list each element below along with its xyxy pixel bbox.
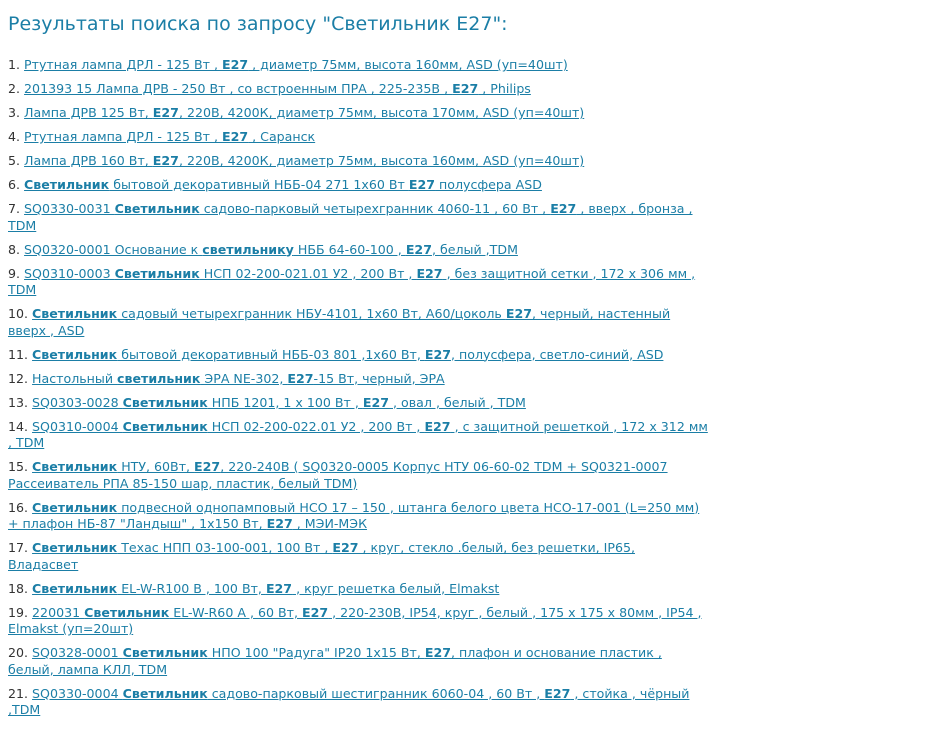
result-number: 9.: [8, 265, 21, 281]
result-link-highlight: E27: [194, 459, 221, 474]
result-link[interactable]: [8, 419, 708, 451]
result-link-highlight: светильник: [117, 370, 201, 386]
result-link-highlight: E27: [222, 57, 249, 72]
result-number: 13.: [8, 394, 29, 410]
result-link[interactable]: [8, 500, 699, 532]
result-link-text: SQ0310-0004: [32, 418, 123, 434]
result-number: 11.: [8, 346, 29, 362]
result-link[interactable]: [8, 201, 693, 233]
result-item: [8, 371, 708, 388]
result-link-highlight: E27: [266, 516, 293, 531]
result-number: 3.: [8, 105, 21, 120]
result-link[interactable]: [8, 459, 668, 491]
result-link-text: , белый ,TDM: [431, 241, 518, 257]
result-link-text: , без защитной сетки , 172 х 306 мм , TDM: [8, 265, 696, 297]
result-number: 4.: [8, 129, 21, 144]
result-link-highlight: Светильник: [24, 177, 110, 192]
result-link-text: Техас НПП 03-100-001, 100 Вт ,: [117, 540, 333, 555]
result-link-text: подвесной однопамповый НСО 17 – 150 , штанга белого цвета НСО-17-001 (L=250 мм) + плафон НБ-87 "Ландыш" , 1х150 Вт,: [8, 499, 700, 531]
result-link-highlight: E27: [405, 241, 432, 257]
result-link-text: Лампа ДРВ 160 Вт,: [24, 153, 153, 168]
result-link[interactable]: [24, 81, 531, 96]
result-link-text: -15 Вт, черный, ЭРА: [313, 370, 445, 386]
result-item: [8, 419, 708, 452]
result-link-text: , 220-230В, IP54, круг , белый , 175 х 175 х 80мм , IP54 , Elmakst (уп=20шт): [8, 604, 702, 636]
result-link-highlight: E27: [287, 370, 314, 386]
result-link-highlight: Светильник: [32, 499, 118, 515]
result-number: 12.: [8, 370, 29, 386]
page-title: Результаты поиска по запросу "Светильник E27":: [8, 13, 508, 35]
result-link[interactable]: [32, 395, 526, 410]
result-link-text: , МЭИ-МЭК: [292, 516, 368, 531]
result-link-highlight: E27: [424, 346, 452, 362]
result-link-highlight: E27: [452, 81, 479, 96]
result-link-text: садовый четырехгранник НБУ-4101, 1х60 Вт, А60/цоколь: [117, 306, 506, 321]
result-number: 7.: [8, 201, 21, 216]
result-link[interactable]: [32, 347, 663, 362]
result-item: [8, 153, 708, 170]
result-link-text: Ртутная лампа ДРЛ - 125 Вт ,: [24, 57, 222, 72]
result-link-text: ЭРА NE-302,: [200, 370, 288, 386]
result-number: 5.: [8, 153, 21, 168]
result-number: 17.: [8, 540, 29, 555]
result-link-text: 220031: [32, 604, 85, 620]
result-item: [8, 306, 708, 339]
result-number: 19.: [8, 604, 29, 620]
result-link-text: , круг, стекло .белый, без решетки, IP65, Владасвет: [8, 540, 635, 572]
result-link-highlight: E27: [505, 306, 533, 321]
result-link-text: Настольный: [32, 370, 118, 386]
result-link-text: , черный, настенный вверх , ASD: [8, 306, 671, 338]
result-number: 15.: [8, 459, 29, 474]
result-link-highlight: Светильник: [122, 685, 208, 701]
result-link[interactable]: [8, 540, 635, 572]
result-link-text: , вверх , бронза , TDM: [8, 201, 693, 233]
result-item: [8, 105, 708, 122]
result-link-text: , стойка , чёрный ,TDM: [8, 685, 690, 717]
result-link-text: полусфера ASD: [435, 177, 542, 192]
result-link-highlight: Светильник: [122, 418, 208, 434]
result-item: [8, 581, 708, 598]
result-item: [8, 395, 708, 412]
result-item: [8, 266, 708, 299]
result-link-text: , 220-240В ( SQ0320-0005 Корпус НТУ 06-60-02 TDM + SQ0321-0007 Рассеиватель РПА 85-150 шар, пластик, белый TDM): [8, 459, 668, 491]
result-link-text: НББ 64-60-100 ,: [293, 241, 406, 257]
result-link-text: , Саранск: [248, 129, 316, 144]
result-link-highlight: E27: [544, 685, 571, 701]
result-link-text: , 220В, 4200К, диаметр 75мм, высота 170мм, ASD (уп=40шт): [178, 105, 585, 120]
result-link[interactable]: [24, 153, 584, 168]
result-number: 10.: [8, 306, 29, 321]
result-link-text: EL-W-R100 В , 100 Вт,: [117, 580, 266, 596]
result-link-highlight: E27: [152, 105, 179, 120]
result-item: [8, 81, 708, 98]
result-link-highlight: Светильник: [32, 306, 118, 321]
result-link-text: садово-парковый шестигранник 6060-04 , 60 Вт ,: [207, 685, 545, 701]
result-link-text: , 220В, 4200К, диаметр 75мм, высота 160мм, ASD (уп=40шт): [178, 153, 585, 168]
result-item: [8, 686, 708, 719]
result-link[interactable]: [8, 266, 695, 298]
result-link-highlight: Светильник: [32, 346, 118, 362]
result-link-highlight: Светильник: [114, 201, 200, 216]
result-link-highlight: Светильник: [32, 580, 118, 596]
result-link-highlight: E27: [301, 604, 329, 620]
result-link[interactable]: [8, 306, 670, 338]
result-link[interactable]: [24, 129, 315, 144]
result-item: [8, 57, 708, 74]
result-link[interactable]: [24, 177, 542, 192]
result-link-highlight: Светильник: [114, 265, 200, 281]
result-link[interactable]: [8, 686, 689, 718]
result-link-highlight: Светильник: [122, 394, 208, 410]
result-link-text: , плафон и основание пластик , белый, лампа КЛЛ, TDM: [8, 645, 662, 677]
result-link-highlight: Светильник: [32, 459, 118, 474]
result-item: [8, 459, 708, 492]
result-link-text: , Philips: [478, 81, 531, 96]
result-link-highlight: E27: [152, 153, 179, 168]
result-link-text: садово-парковый четырехгранник 4060-11 , 60 Вт ,: [199, 201, 551, 216]
result-link-highlight: E27: [550, 201, 577, 216]
result-link-highlight: E27: [362, 394, 390, 410]
result-item: [8, 645, 708, 678]
result-link-text: Ртутная лампа ДРЛ - 125 Вт ,: [24, 129, 222, 144]
result-link[interactable]: [24, 242, 518, 257]
result-number: 2.: [8, 81, 21, 96]
result-link-text: Лампа ДРВ 125 Вт,: [24, 105, 153, 120]
result-link-highlight: Светильник: [32, 540, 118, 555]
result-link-highlight: E27: [408, 177, 436, 192]
result-link-text: бытовой декоративный НББ-03 801 ,1x60 Вт,: [117, 346, 425, 362]
result-number: 14.: [8, 418, 29, 434]
result-item: [8, 500, 708, 533]
result-link-text: , полусфера, светло-синий, ASD: [451, 346, 664, 362]
result-item: [8, 177, 708, 194]
result-number: 6.: [8, 177, 21, 192]
result-link-text: SQ0328-0001: [32, 645, 123, 660]
result-link-highlight: светильнику: [202, 241, 294, 257]
result-link-text: , овал , белый , TDM: [389, 394, 526, 410]
result-link-text: НСП 02-200-021.01 У2 , 200 Вт ,: [199, 265, 417, 281]
result-number: 16.: [8, 499, 29, 515]
result-link[interactable]: [24, 57, 568, 72]
result-link-highlight: E27: [424, 645, 451, 660]
result-item: [8, 605, 708, 638]
result-item: [8, 347, 708, 364]
result-item: [8, 242, 708, 259]
result-link-highlight: E27: [265, 580, 293, 596]
results-list: [8, 57, 708, 719]
result-link-text: SQ0303-0028: [32, 394, 123, 410]
result-link-highlight: Светильник: [122, 645, 208, 660]
result-link-text: 201393 15 Лампа ДРВ - 250 Вт , со встроенным ПРА , 225-235В ,: [24, 81, 453, 96]
result-item: [8, 201, 708, 234]
result-link-text: SQ0320-0001 Основание к: [24, 241, 203, 257]
search-results-page: [8, 12, 708, 726]
result-item: [8, 129, 708, 146]
result-link-text: НПО 100 "Радуга" IP20 1х15 Вт,: [207, 645, 425, 660]
result-item: [8, 540, 708, 573]
result-number: 18.: [8, 580, 29, 596]
result-number: 20.: [8, 645, 29, 660]
result-link-text: НТУ, 60Вт,: [117, 459, 195, 474]
result-link-highlight: E27: [416, 265, 443, 281]
result-number: 1.: [8, 57, 21, 72]
result-link-text: , круг решетка белый, Elmakst: [292, 580, 500, 596]
result-link-text: НСП 02-200-022.01 У2 , 200 Вт ,: [207, 418, 425, 434]
result-number: 21.: [8, 685, 29, 701]
result-link-text: бытовой декоративный НББ-04 271 1x60 Вт: [109, 177, 409, 192]
result-link[interactable]: [24, 105, 584, 120]
result-link-text: НПБ 1201, 1 х 100 Вт ,: [207, 394, 363, 410]
result-link[interactable]: [32, 581, 499, 596]
result-link-text: EL-W-R60 А , 60 Вт,: [169, 604, 302, 620]
result-link-text: SQ0330-0004: [32, 685, 123, 701]
result-link-highlight: E27: [222, 129, 249, 144]
result-link-text: , диаметр 75мм, высота 160мм, ASD (уп=40шт): [248, 57, 568, 72]
result-link-highlight: E27: [424, 418, 451, 434]
result-link[interactable]: [32, 371, 445, 386]
result-link-text: , с защитной решеткой , 172 х 312 мм , TDM: [8, 418, 708, 450]
result-link-highlight: Светильник: [84, 604, 170, 620]
result-link-text: SQ0310-0003: [24, 265, 115, 281]
result-link-highlight: E27: [332, 540, 359, 555]
result-number: 8.: [8, 241, 21, 257]
result-link[interactable]: [8, 645, 662, 677]
result-link[interactable]: [8, 605, 702, 637]
result-link-text: SQ0330-0031: [24, 201, 115, 216]
